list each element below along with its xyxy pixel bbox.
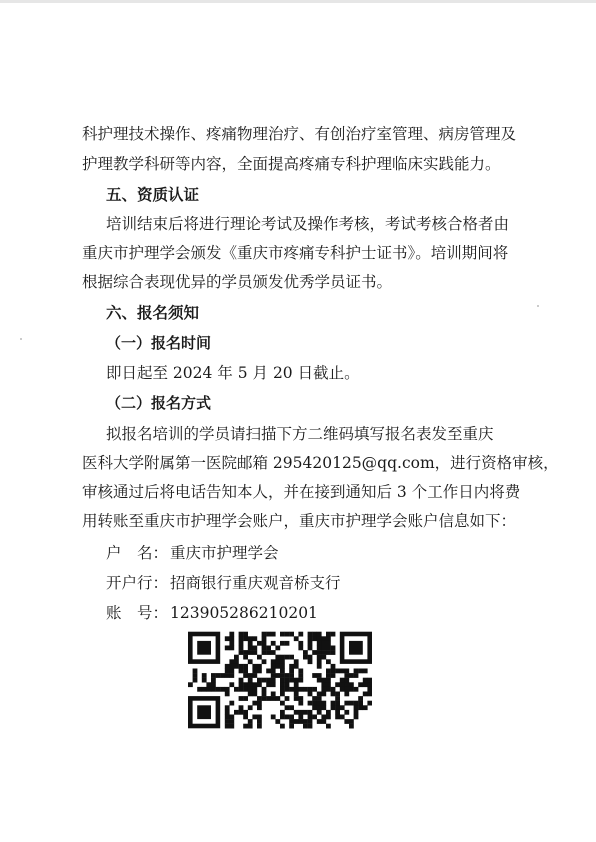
account-number-value: 123905286210201 bbox=[170, 604, 318, 622]
qr-code-modules bbox=[188, 632, 372, 729]
account-number-label: 账 号： bbox=[106, 604, 169, 622]
intro-line: 科护理技术操作、疼痛物理治疗、有创治疗室管理、病房管理及 bbox=[82, 125, 517, 143]
paragraph-line: 用转账至重庆市护理学会账户，重庆市护理学会账户信息如下： bbox=[82, 512, 517, 530]
paragraph-line: 审核通过后将电话告知本人，并在接到通知后 3 个工作日内将费 bbox=[82, 483, 521, 501]
paragraph-line: 培训结束后将进行理论考试及操作考核，考试考核合格者由 bbox=[106, 215, 510, 233]
section-heading: 六、报名须知 bbox=[106, 304, 200, 322]
qr-code-icon bbox=[188, 630, 372, 730]
subsection-heading: （二）报名方式 bbox=[106, 394, 212, 412]
paragraph-line: 拟报名培训的学员请扫描下方二维码填写报名表发至重庆 bbox=[106, 425, 494, 443]
scan-edge bbox=[0, 0, 596, 3]
account-name-value: 重庆市护理学会 bbox=[170, 544, 279, 562]
intro-line: 护理教学科研等内容，全面提高疼痛专科护理临床实践能力。 bbox=[82, 155, 501, 173]
paragraph-line: 即日起至 2024 年 5 月 20 日截止。 bbox=[106, 364, 360, 382]
account-bank-row bbox=[0, 573, 596, 593]
account-number-row bbox=[0, 603, 596, 623]
account-bank-value: 招商银行重庆观音桥支行 bbox=[170, 574, 341, 592]
subsection-heading: （一）报名时间 bbox=[106, 334, 212, 352]
account-name-row bbox=[0, 543, 596, 563]
section-heading: 五、资质认证 bbox=[106, 186, 200, 204]
paragraph-line: 医科大学附属第一医院邮箱 295420125@qq.com，进行资格审核， bbox=[82, 454, 559, 472]
paragraph-line: 根据综合表现优异的学员颁发优秀学员证书。 bbox=[82, 273, 393, 291]
account-bank-label: 开户行： bbox=[106, 574, 169, 592]
paragraph-line: 重庆市护理学会颁发《重庆市疼痛专科护士证书》。培训期间将 bbox=[82, 244, 509, 262]
account-name-label: 户 名： bbox=[106, 544, 169, 562]
